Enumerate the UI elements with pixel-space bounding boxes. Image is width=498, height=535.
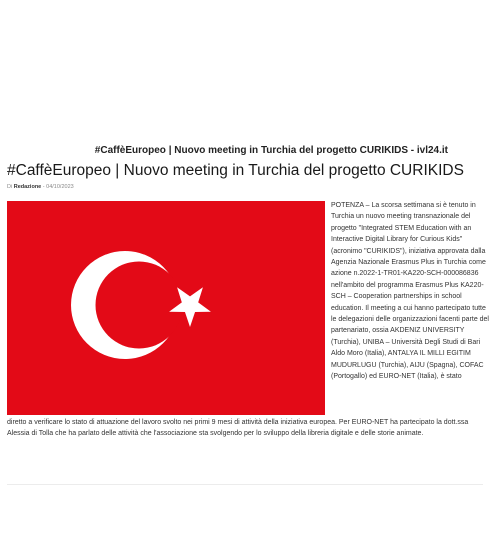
byline-prefix: Di: [7, 184, 13, 190]
article-meta: [7, 184, 74, 190]
crescent-star-icon: [7, 201, 325, 415]
author-link[interactable]: Redazione: [13, 184, 42, 190]
article-body-side: POTENZA – La scorsa settimana si è tenuto in Turchia un nuovo meeting transnazionale del progetto "Integrated STEM Education with an Interactive Digital Library for Curious Kids" (acronimo "CURIKIDS"), iniziativa approvata dalla Agenzia Nazionale Erasmus Plus in Turchia come azione n.2022-1-TR01-KA220-SCH-000086836 nell'ambito del programma Erasmus Plus KA220-SCH – Cooperation partnerships in school education. Il meeting a cui hanno partecipato tutte le delegazioni delle organizzazioni facenti parte del partenariato, ossia AKDENIZ UNIVERSITY (Turchia), UNIBA – Università Degli Studi di Bari Aldo Moro (Italia), ANTALYA IL MILLI EGITIM MUDURLUGU (Turchia), AIJU (Spagna), COFAC (Portogallo) ed EURO-NET (Italia), è stato: [331, 202, 489, 381]
article-title: #CaffèEuropeo | Nuovo meeting in Turchia del progetto CURIKIDS: [7, 162, 464, 179]
publish-date: 04/10/2023: [46, 184, 74, 190]
page-heading: #CaffèEuropeo | Nuovo meeting in Turchia del progetto CURIKIDS - ivl24.it: [94, 145, 448, 156]
article-body-full: diretto a verificare lo stato di attuazione del lavoro svolto nei primi 9 mesi di attività della iniziativa europea. Per EURO-NET ha partecipato la dott.ssa Alessia di Tolla che ha parlato delle attività che l'associazione sta svolgendo per lo sviluppo della libreria digitale e delle storie animate.: [7, 419, 469, 438]
crescent-inner: [96, 262, 183, 349]
turkish-flag-image: [7, 201, 325, 415]
divider: [7, 484, 483, 485]
date-separator: -: [42, 184, 45, 190]
